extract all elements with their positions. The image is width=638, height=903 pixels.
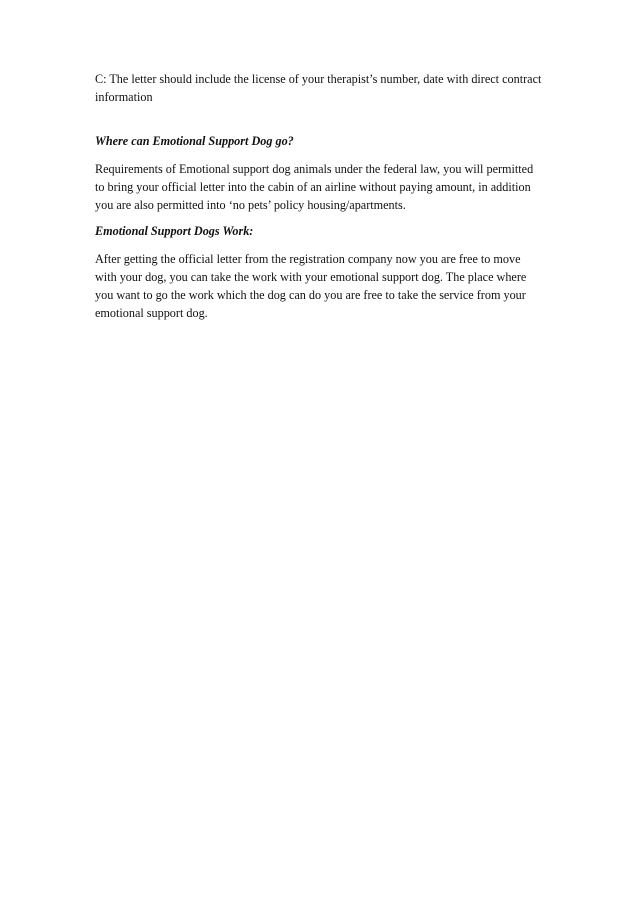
section-paragraph-requirements: Requirements of Emotional support dog animals under the federal law, you will permitted to bring your official letter into the cabin of an airline without paying amount, in addition you are also permitted into ‘no pets’ policy housing/apartments. (95, 162, 534, 212)
section-heading-where-can-dog-go: Where can Emotional Support Dog go? (95, 134, 294, 148)
document-page (95, 70, 545, 322)
section-paragraph-after-getting-letter: After getting the official letter from the registration company now you are free to move with your dog, you can take the work with your emotional support dog. The place where you want to go the work which the dog can do you are free to take the service from your emotional support dog. (95, 252, 527, 320)
intro-paragraph: C: The letter should include the license of your therapist’s number, date with direct contract information (95, 72, 542, 104)
section-heading-dogs-work: Emotional Support Dogs Work: (95, 224, 254, 238)
